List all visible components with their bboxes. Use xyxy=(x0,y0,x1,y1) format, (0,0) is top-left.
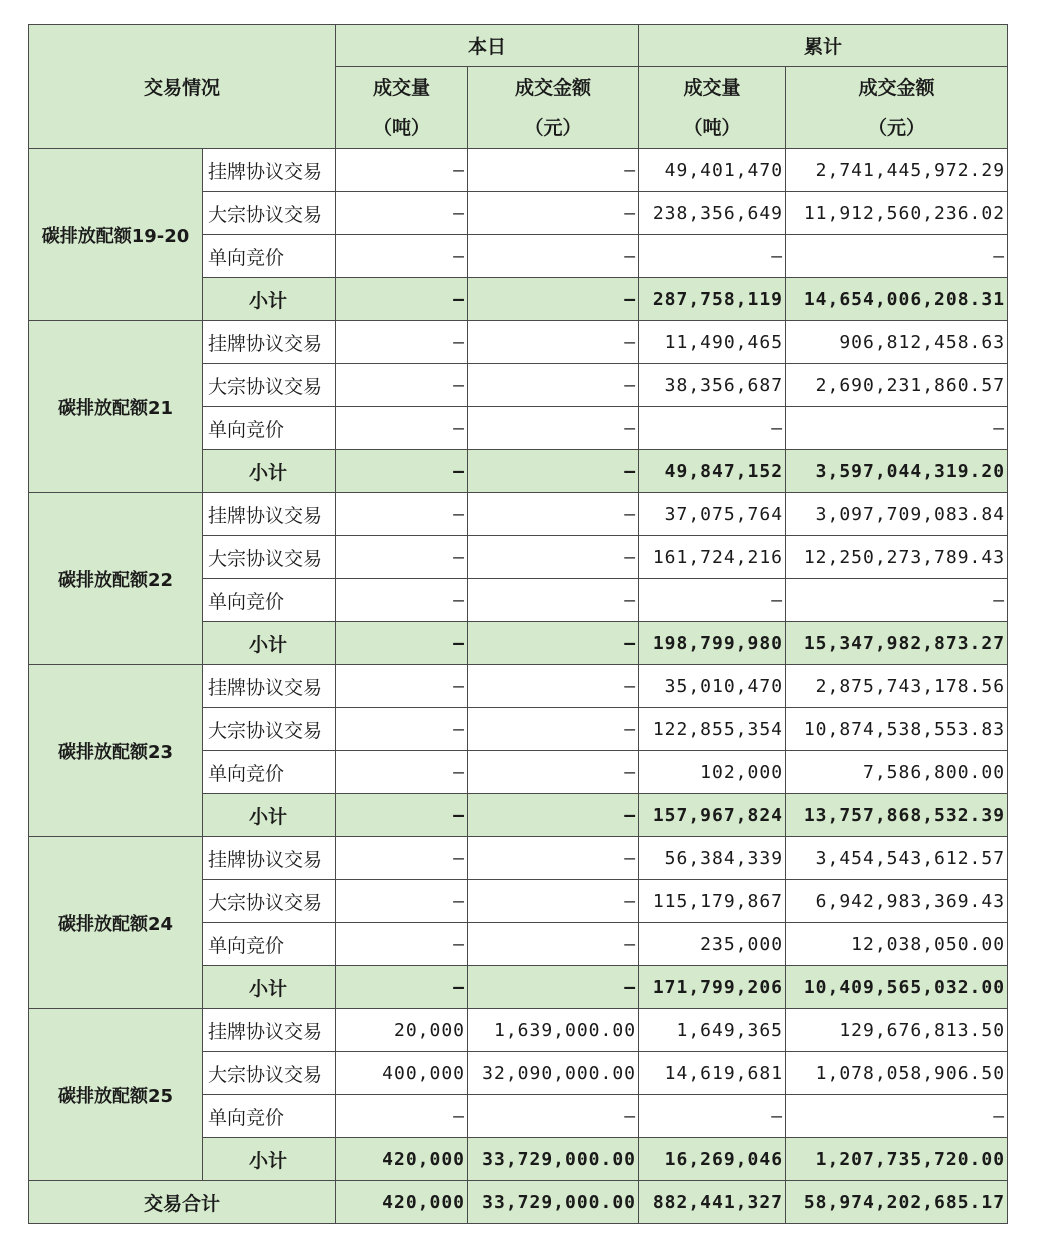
amount-label: 成交金额 xyxy=(515,76,592,99)
cumulative-volume-cell: 115,179,867 xyxy=(639,880,786,923)
trade-type: 挂牌协议交易 xyxy=(203,1009,336,1052)
cumulative-volume-cell: 49,847,152 xyxy=(639,450,786,493)
cumulative-volume-cell: 287,758,119 xyxy=(639,278,786,321)
today-volume-cell: – xyxy=(336,407,468,450)
cumulative-amount-cell: 6,942,983,369.43 xyxy=(786,880,1008,923)
today-amount-cell: – xyxy=(468,278,639,321)
cumulative-volume-cell: 1,649,365 xyxy=(639,1009,786,1052)
today-volume-cell: – xyxy=(336,665,468,708)
cumulative-volume-cell: 171,799,206 xyxy=(639,966,786,1009)
cumulative-volume-cell: 16,269,046 xyxy=(639,1138,786,1181)
today-volume-cell: 20,000 xyxy=(336,1009,468,1052)
cumulative-amount-cell: 11,912,560,236.02 xyxy=(786,192,1008,235)
cumulative-amount-cell: 2,741,445,972.29 xyxy=(786,149,1008,192)
cumulative-volume-cell: 161,724,216 xyxy=(639,536,786,579)
header-cumulative-volume xyxy=(639,67,786,149)
cumulative-volume-cell: 37,075,764 xyxy=(639,493,786,536)
today-volume-cell: – xyxy=(336,708,468,751)
trade-type: 单向竞价 xyxy=(203,751,336,794)
group-name: 碳排放配额24 xyxy=(29,837,203,1009)
volume-unit: （吨） xyxy=(373,116,431,139)
amount-unit: （元） xyxy=(524,116,582,139)
today-volume-cell: – xyxy=(336,880,468,923)
trade-type: 大宗协议交易 xyxy=(203,364,336,407)
today-volume-cell: – xyxy=(336,321,468,364)
today-amount-cell: – xyxy=(468,536,639,579)
today-amount-cell: – xyxy=(468,579,639,622)
table-row xyxy=(29,321,1008,364)
trade-type: 挂牌协议交易 xyxy=(203,321,336,364)
header-today-volume xyxy=(336,67,468,149)
today-amount-cell: – xyxy=(468,966,639,1009)
cumulative-volume-cell: 102,000 xyxy=(639,751,786,794)
table-row xyxy=(29,149,1008,192)
total-cumulative-amount: 58,974,202,685.17 xyxy=(786,1181,1008,1224)
today-amount-cell: 1,639,000.00 xyxy=(468,1009,639,1052)
today-volume-cell: – xyxy=(336,579,468,622)
cumulative-amount-cell: 13,757,868,532.39 xyxy=(786,794,1008,837)
cumulative-volume-cell: 14,619,681 xyxy=(639,1052,786,1095)
total-cumulative-volume: 882,441,327 xyxy=(639,1181,786,1224)
today-amount-cell: – xyxy=(468,665,639,708)
amount-label: 成交金额 xyxy=(858,76,935,99)
trade-type: 挂牌协议交易 xyxy=(203,149,336,192)
cumulative-amount-cell: 2,875,743,178.56 xyxy=(786,665,1008,708)
cumulative-amount-cell: – xyxy=(786,235,1008,278)
total-today-amount: 33,729,000.00 xyxy=(468,1181,639,1224)
cumulative-volume-cell: – xyxy=(639,579,786,622)
today-volume-cell: – xyxy=(336,751,468,794)
today-amount-cell: – xyxy=(468,192,639,235)
today-volume-cell: – xyxy=(336,794,468,837)
today-volume-cell: – xyxy=(336,1095,468,1138)
header-today: 本日 xyxy=(336,25,639,67)
today-volume-cell: – xyxy=(336,622,468,665)
trade-type: 单向竞价 xyxy=(203,407,336,450)
today-volume-cell: – xyxy=(336,493,468,536)
today-amount-cell: – xyxy=(468,622,639,665)
today-volume-cell: – xyxy=(336,192,468,235)
amount-unit: （元） xyxy=(868,116,926,139)
cumulative-volume-cell: 198,799,980 xyxy=(639,622,786,665)
subtotal-label: 小计 xyxy=(203,1138,336,1181)
table-body xyxy=(29,149,1008,1181)
subtotal-label: 小计 xyxy=(203,622,336,665)
table-row xyxy=(29,1009,1008,1052)
cumulative-amount-cell: 10,409,565,032.00 xyxy=(786,966,1008,1009)
cumulative-amount-cell: 12,250,273,789.43 xyxy=(786,536,1008,579)
today-amount-cell: – xyxy=(468,407,639,450)
cumulative-amount-cell: 906,812,458.63 xyxy=(786,321,1008,364)
today-volume-cell: – xyxy=(336,364,468,407)
today-amount-cell: – xyxy=(468,364,639,407)
cumulative-amount-cell: 15,347,982,873.27 xyxy=(786,622,1008,665)
trade-type: 大宗协议交易 xyxy=(203,1052,336,1095)
today-volume-cell: – xyxy=(336,278,468,321)
cumulative-amount-cell: 7,586,800.00 xyxy=(786,751,1008,794)
trade-type: 大宗协议交易 xyxy=(203,880,336,923)
cumulative-volume-cell: – xyxy=(639,407,786,450)
carbon-trading-table xyxy=(28,24,1008,1224)
trade-type: 单向竞价 xyxy=(203,579,336,622)
cumulative-amount-cell: – xyxy=(786,407,1008,450)
cumulative-volume-cell: 11,490,465 xyxy=(639,321,786,364)
table-row xyxy=(29,493,1008,536)
subtotal-label: 小计 xyxy=(203,278,336,321)
subtotal-label: 小计 xyxy=(203,450,336,493)
trade-type: 单向竞价 xyxy=(203,923,336,966)
cumulative-volume-cell: 122,855,354 xyxy=(639,708,786,751)
today-volume-cell: 400,000 xyxy=(336,1052,468,1095)
cumulative-amount-cell: 129,676,813.50 xyxy=(786,1009,1008,1052)
cumulative-amount-cell: 2,690,231,860.57 xyxy=(786,364,1008,407)
cumulative-volume-cell: 38,356,687 xyxy=(639,364,786,407)
today-amount-cell: – xyxy=(468,321,639,364)
volume-label: 成交量 xyxy=(373,76,431,99)
today-volume-cell: – xyxy=(336,536,468,579)
trade-type: 大宗协议交易 xyxy=(203,536,336,579)
header-cumulative: 累计 xyxy=(639,25,1008,67)
trade-type: 单向竞价 xyxy=(203,235,336,278)
today-amount-cell: – xyxy=(468,794,639,837)
header-trade-situation: 交易情况 xyxy=(29,25,336,149)
subtotal-label: 小计 xyxy=(203,794,336,837)
cumulative-amount-cell: 12,038,050.00 xyxy=(786,923,1008,966)
today-amount-cell: – xyxy=(468,837,639,880)
cumulative-volume-cell: 238,356,649 xyxy=(639,192,786,235)
cumulative-volume-cell: 56,384,339 xyxy=(639,837,786,880)
cumulative-volume-cell: – xyxy=(639,1095,786,1138)
header-today-amount xyxy=(468,67,639,149)
today-amount-cell: – xyxy=(468,493,639,536)
today-amount-cell: – xyxy=(468,751,639,794)
cumulative-amount-cell: – xyxy=(786,579,1008,622)
group-name: 碳排放配额23 xyxy=(29,665,203,837)
group-name: 碳排放配额25 xyxy=(29,1009,203,1181)
volume-label: 成交量 xyxy=(683,76,741,99)
today-volume-cell: – xyxy=(336,837,468,880)
today-amount-cell: 33,729,000.00 xyxy=(468,1138,639,1181)
cumulative-amount-cell: 3,454,543,612.57 xyxy=(786,837,1008,880)
today-amount-cell: – xyxy=(468,923,639,966)
today-amount-cell: – xyxy=(468,235,639,278)
trade-type: 大宗协议交易 xyxy=(203,708,336,751)
trade-type: 挂牌协议交易 xyxy=(203,837,336,880)
today-volume-cell: – xyxy=(336,450,468,493)
group-name: 碳排放配额21 xyxy=(29,321,203,493)
today-amount-cell: – xyxy=(468,149,639,192)
subtotal-label: 小计 xyxy=(203,966,336,1009)
today-amount-cell: – xyxy=(468,708,639,751)
cumulative-volume-cell: 35,010,470 xyxy=(639,665,786,708)
header-cumulative-amount xyxy=(786,67,1008,149)
group-name: 碳排放配额22 xyxy=(29,493,203,665)
today-volume-cell: – xyxy=(336,149,468,192)
today-volume-cell: – xyxy=(336,966,468,1009)
today-volume-cell: 420,000 xyxy=(336,1138,468,1181)
total-row xyxy=(29,1181,1008,1224)
cumulative-volume-cell: 157,967,824 xyxy=(639,794,786,837)
cumulative-amount-cell: – xyxy=(786,1095,1008,1138)
total-today-volume: 420,000 xyxy=(336,1181,468,1224)
trade-type: 挂牌协议交易 xyxy=(203,665,336,708)
volume-unit: （吨） xyxy=(683,116,741,139)
trade-type: 挂牌协议交易 xyxy=(203,493,336,536)
cumulative-amount-cell: 3,097,709,083.84 xyxy=(786,493,1008,536)
cumulative-amount-cell: 10,874,538,553.83 xyxy=(786,708,1008,751)
group-name: 碳排放配额19-20 xyxy=(29,149,203,321)
cumulative-amount-cell: 1,078,058,906.50 xyxy=(786,1052,1008,1095)
trade-type: 大宗协议交易 xyxy=(203,192,336,235)
cumulative-volume-cell: 49,401,470 xyxy=(639,149,786,192)
total-label: 交易合计 xyxy=(29,1181,336,1224)
today-amount-cell: – xyxy=(468,1095,639,1138)
today-amount-cell: – xyxy=(468,880,639,923)
cumulative-volume-cell: 235,000 xyxy=(639,923,786,966)
today-amount-cell: – xyxy=(468,450,639,493)
today-amount-cell: 32,090,000.00 xyxy=(468,1052,639,1095)
cumulative-volume-cell: – xyxy=(639,235,786,278)
today-volume-cell: – xyxy=(336,235,468,278)
table-row xyxy=(29,837,1008,880)
table-row xyxy=(29,665,1008,708)
cumulative-amount-cell: 14,654,006,208.31 xyxy=(786,278,1008,321)
cumulative-amount-cell: 1,207,735,720.00 xyxy=(786,1138,1008,1181)
cumulative-amount-cell: 3,597,044,319.20 xyxy=(786,450,1008,493)
trade-type: 单向竞价 xyxy=(203,1095,336,1138)
today-volume-cell: – xyxy=(336,923,468,966)
